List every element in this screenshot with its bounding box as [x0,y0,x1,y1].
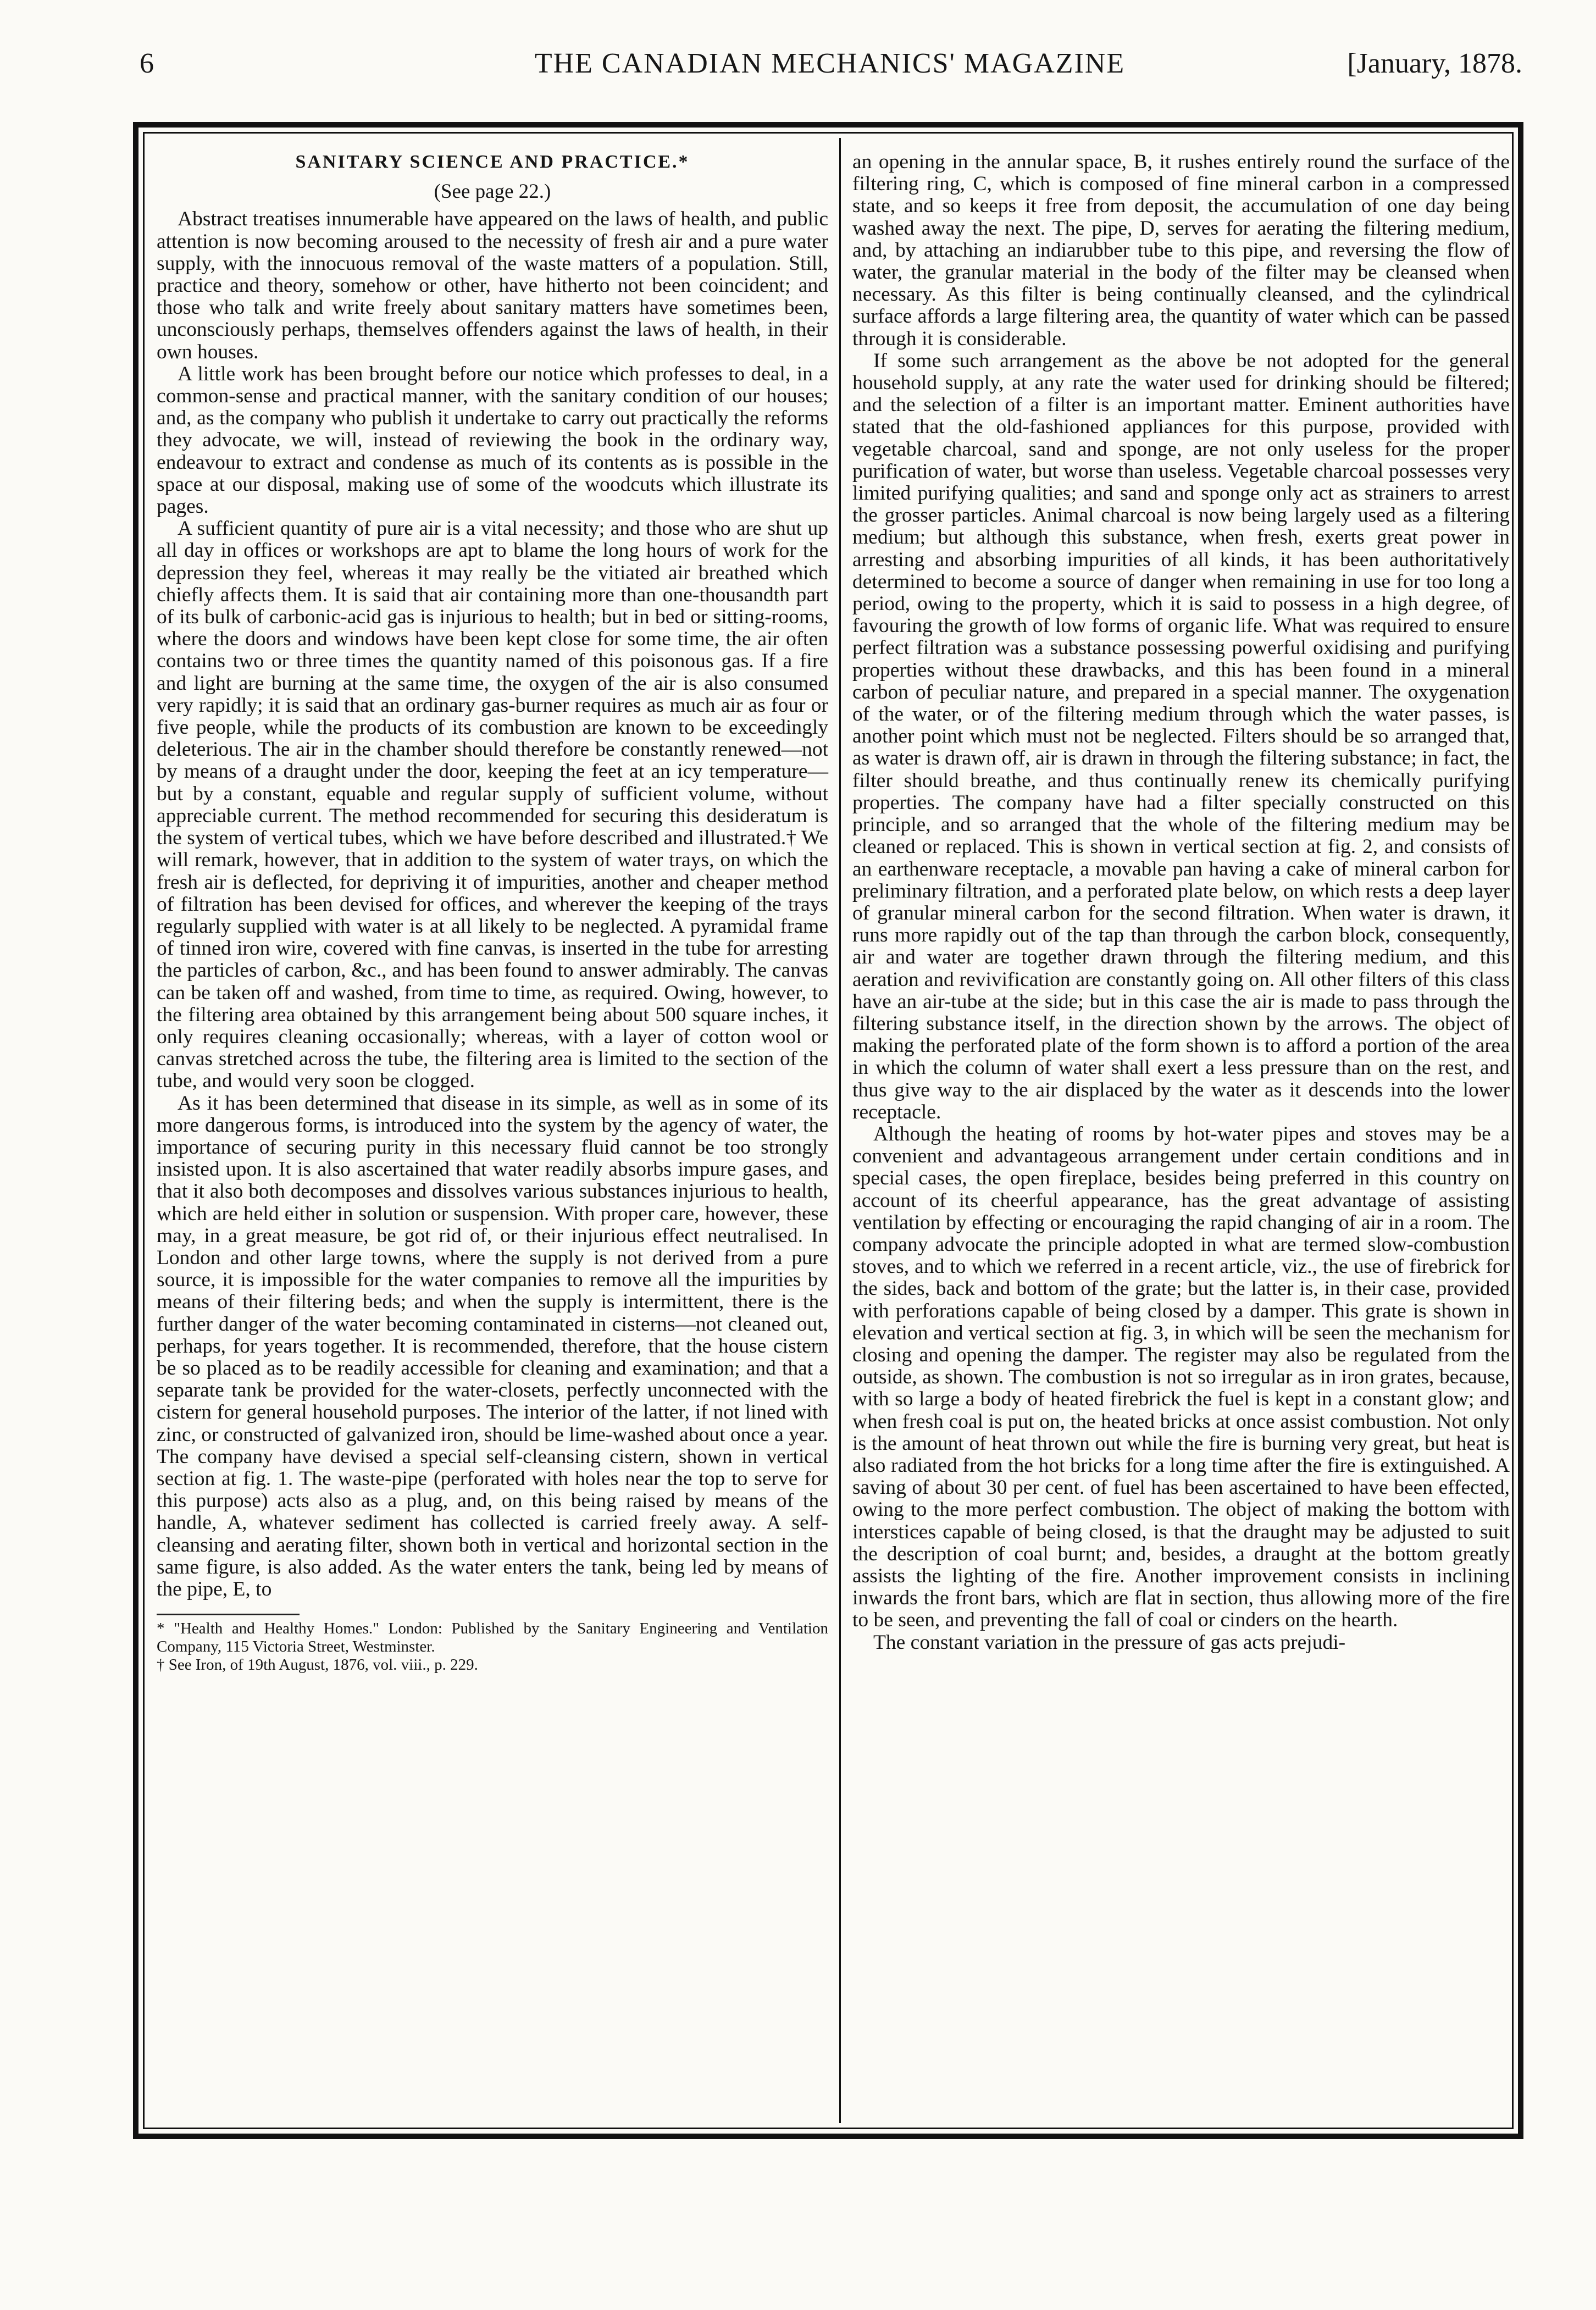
see-page-note: (See page 22.) [434,180,551,203]
left-column [157,151,828,1674]
paragraph: an opening in the annular space, B, it rushes entirely round the surface of the filtering ring, C, which is composed of fine mineral carbon in a compressed state, and so keeps it free from deposit, the accumulation of one day being washed away the next. The pipe, D, serves for aerating the filtering medium, and, by attaching an indiarubber tube to this pipe, and reversing the flow of water, the granular material in the body of the filter may be cleansed when necessary. As this filter is being continually cleansed, and the cylindrical surface affords a large filtering area, the quantity of water which can be passed through it is considerable. [852,151,1510,350]
paragraph: If some such arrangement as the above be not adopted for the general household supply, at any rate the water used for drinking should be filtered; and the selection of a filter is an important matter. Eminent authorities have stated that the old-fashioned appliances for this purpose, provided with vegetable charcoal, sand and sponge, are not only useless for the proper purification of water, but worse than useless. Vegetable charcoal possesses very limited purifying qualities; and sand and sponge only act as strainers to arrest the grosser particles. Animal charcoal is now being largely used as a filtering medium; but although this substance, when fresh, exerts great power in arresting and absorbing impurities of all kinds, it has been authoritatively determined to become a source of danger when remaining in use for too long a period, owing to the property, which it is said to possess in a high degree, of favouring the growth of low forms of organic life. What was required to ensure perfect filtration was a substance possessing powerful oxidising and purifying properties without these drawbacks, and this has been found in a mineral carbon of peculiar nature, and prepared in a special manner. The oxygenation of the water, or of the filtering medium through which the water passes, is another point which must not be neglected. Filters should be so arranged that, as water is drawn off, air is drawn in through the filtering substance; in fact, the filter should breathe, and thus continually renew its chemically purifying properties. The company have had a filter specially constructed on this principle, and so arranged that the whole of the filtering medium may be cleaned or replaced. This is shown in vertical section at fig. 2, and consists of an earthenware receptacle, a movable pan having a cake of mineral carbon for preliminary filtration, and a perforated plate below, on which rests a deep layer of granular mineral carbon for the second filtration. When water is drawn, it runs more rapidly out of the tap than through the carbon block, consequently, air and water are together drawn through the filtering medium, and this aeration and revivification are constantly going on. All other filters of this class have an air-tube at the side; but in this case the air is made to pass through the filtering substance itself, in the direction shown by the arrows. The object of making the perforated plate of the form shown is to afford a portion of the area in which the column of water shall exert a less pressure than on the rest, and thus give way to the air displaced by the water as it descends into the lower receptacle. [852,349,1510,1123]
article-frame [133,122,1523,2139]
paragraph: Although the heating of rooms by hot-water pipes and stoves may be a convenient and advantageous arrangement under certain conditions and in special cases, the open fireplace, besides being preferred in this country on account of its cheerful appearance, has the great advantage of assisting ventilation by effecting or encouraging the rapid changing of air in a room. The company advocate the principle adopted in what are termed slow-combustion stoves, and to which we referred in a recent article, viz., the use of firebrick for the sides, back and bottom of the grate; but the latter is, in their case, provided with perforations capable of being closed by a damper. This grate is shown in elevation and vertical section at fig. 3, in which will be seen the mechanism for closing and opening the damper. The register may also be regulated from the outside, as shown. The combustion is not so irregular as in iron grates, because, with so large a body of heated firebrick the fuel is kept in a constant glow; and when fresh coal is put on, the heated bricks at once assist combustion. Not only is the amount of heat thrown out while the fire is burning very great, but heat is also radiated from the hot bricks for a long time after the fire is extinguished. A saving of about 30 per cent. of fuel has been ascertained to have been effected, owing to the more perfect combustion. The object of making the bottom with interstices capable of being closed, is that the draught may be adjusted to suit the description of coal burnt; and, besides, a draught at the bottom greatly assists the lighting of the fire. Another improvement consists in inclining inwards the front bars, which are flat in section, thus allowing more of the fire to be seen, and preventing the fall of coal or cinders on the hearth. [852,1122,1510,1632]
footnote: * "Health and Healthy Homes." London: Published by the Sanitary Engineering and Ventilation Company, 115 Victoria Street, Westminster. [157,1620,828,1656]
paragraph: A sufficient quantity of pure air is a vital necessity; and those who are shut up all day in offices or workshops are apt to blame the long hours of work for the depression they feel, whereas it may really be the vitiated air breathed which chiefly affects them. It is said that air containing more than one-thousandth part of its bulk of carbonic-acid gas is injurious to health; but in bed or sitting-rooms, where the doors and windows have been kept close for some time, the air often contains two or three times the quantity named of this poisonous gas. If a fire and light are burning at the same time, the oxygen of the air is also consumed very rapidly; it is said that an ordinary gas-burner requires as much air as four or five people, while the products of its combustion are known to be exceedingly deleterious. The air in the chamber should therefore be constantly renewed—not by means of a draught under the door, keeping the feet at an icy temperature—but by a constant, equable and regular supply of sufficient volume, without appreciable current. The method recommended for securing this desideratum is the system of vertical tubes, which we have before described and illustrated.† We will remark, however, that in addition to the system of water trays, on which the fresh air is deflected, for depriving it of impurities, another and cheaper method of filtration has been devised for offices, and wherever the keeping of the trays regularly supplied with water is at all likely to be neglected. A pyramidal frame of tinned iron wire, covered with fine canvas, is inserted in the tube for arresting the particles of carbon, &c., and has been found to answer admirably. The canvas can be taken off and washed, from time to time, as required. Owing, however, to the filtering area obtained by this arrangement being about 500 square inches, it only requires cleaning occasionally; whereas, with a layer of cotton wool or canvas stretched across the tube, the filtering area is limited to the section of the tube, and would very soon be clogged. [157,517,828,1093]
page-number: 6 [140,48,154,79]
paragraph: The constant variation in the pressure of gas acts prejudi- [873,1631,1346,1654]
paragraph: Abstract treatises innumerable have appeared on the laws of health, and public attention is now becoming aroused to the necessity of fresh air and a pure water supply, with the innocuous removal of the waste matters of a population. Still, practice and theory, somehow or other, have hitherto not been coincident; and those who talk and write freely about sanitary matters have sometimes been, unconsciously perhaps, themselves offenders against the laws of health, in their own houses. [157,208,828,363]
article-heading: SANITARY SCIENCE AND PRACTICE.* [295,152,690,172]
column-divider [839,138,841,2123]
running-header [137,47,1522,91]
footnote: † See Iron, of 19th August, 1876, vol. viii., p. 229. [157,1656,478,1674]
paragraph: A little work has been brought before our notice which professes to deal, in a common-sense and practical manner, with the sanitary condition of our houses; and, as the company who publish it undertake to carry out practically the reforms they advocate, we will, instead of reviewing the book in the ordinary way, endeavour to extract and condense as much of its contents as is possible in the space at our disposal, making use of some of the woodcuts which illustrate its pages. [157,362,828,518]
magazine-title: THE CANADIAN MECHANICS' MAGAZINE [534,48,1126,79]
issue-date: [January, 1878. [1347,48,1522,79]
article-inner-border [143,132,1514,2129]
paragraph: As it has been determined that disease in its simple, as well as in some of its more dangerous forms, is introduced into the system by the agency of water, the importance of securing purity in this necessary fluid cannot be too strongly insisted upon. It is also ascertained that water readily absorbs impure gases, and that it also both decomposes and dissolves various substances injurious to health, which are held either in solution or suspension. With proper care, however, these may, in a great measure, be got rid of, or their injurious effect neutralised. In London and other large towns, where the supply is not derived from a pure source, it is impossible for the water companies to remove all the impurities by means of their filtering beds; and when the supply is intermittent, there is the further danger of the water becoming contaminated in cisterns—not cleaned out, perhaps, for years together. It is recommended, therefore, that the house cistern be so placed as to be readily accessible for cleaning and examination; and that a separate tank be provided for the water-closets, perfectly unconnected with the cistern for general household purposes. The interior of the latter, if not lined with zinc, or constructed of galvanized iron, should be lime-washed about once a year. The company have devised a special self-cleansing cistern, shown in vertical section at fig. 1. The waste-pipe (perforated with holes near the top to serve for this purpose) acts also as a plug, and, on this being raised by means of the handle, A, whatever sediment has collected is carried freely away. A self-cleansing and aerating filter, shown both in vertical and horizontal section in the same figure, is also added. As the water enters the tank, being led by means of the pipe, E, to [157,1092,828,1600]
footnote-rule [157,1614,300,1615]
right-column [852,151,1510,1654]
